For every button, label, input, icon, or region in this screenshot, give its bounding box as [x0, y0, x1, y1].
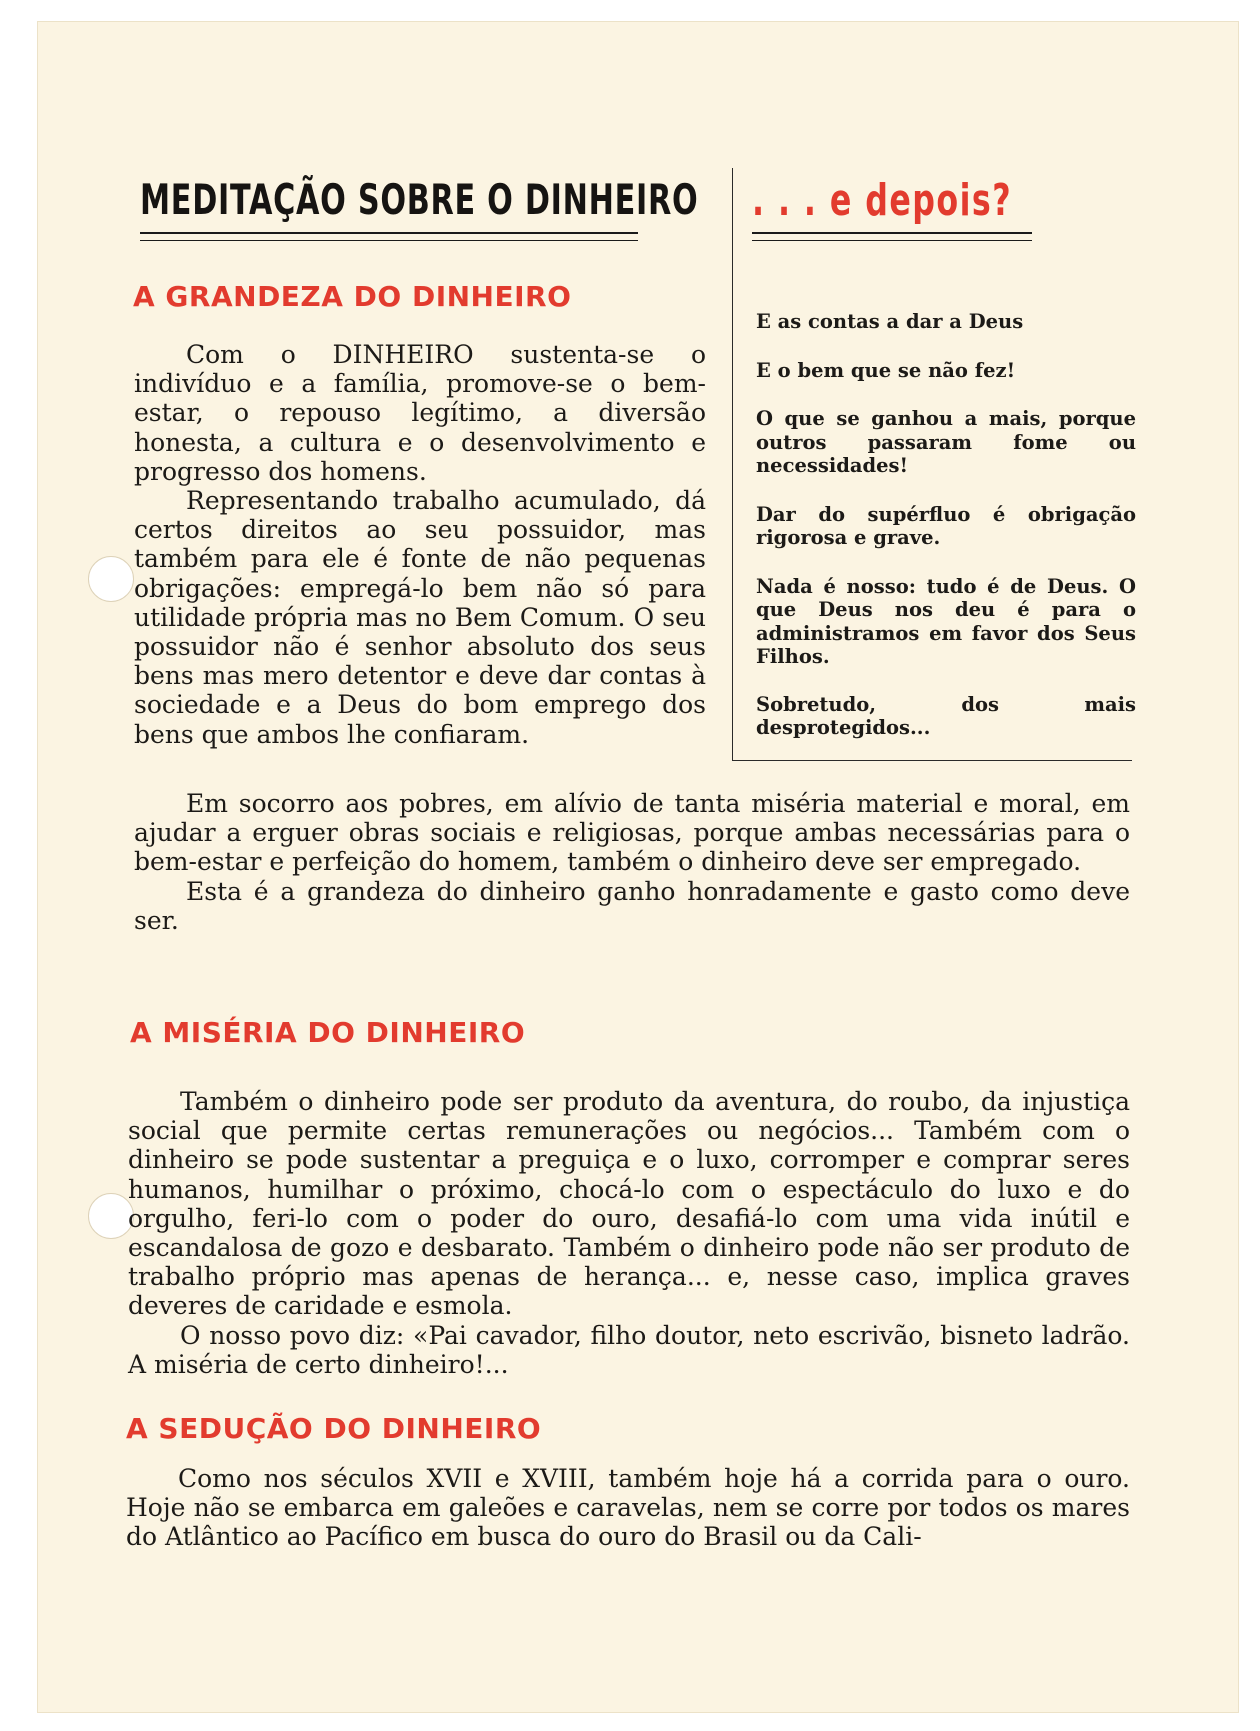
seducao-text: [126, 1464, 1130, 1552]
sidebar-line: Sobretudo, dos mais desprotegidos...: [756, 692, 1136, 739]
miseria-text: [128, 1087, 1130, 1379]
heading-grandeza: A GRANDEZA DO DINHEIRO: [133, 280, 572, 313]
paragraph: Com o DINHEIRO sustenta-se o indivíduo e a família, promove-se o bem-estar, o repouso legítimo, a diversão honesta, a cultura e o desenvolvimento e progresso dos homens.: [134, 340, 706, 486]
punch-hole-top: [88, 556, 134, 602]
sidebar-title: . . . e depois?: [752, 175, 1013, 226]
sidebar-text: [756, 310, 1136, 765]
sidebar-line: Dar do supérfluo é obrigação rigorosa e grave.: [756, 502, 1136, 549]
heading-miseria: A MISÉRIA DO DINHEIRO: [130, 1016, 526, 1049]
paragraph: Em socorro aos pobres, em alívio de tanta miséria material e moral, em ajudar a erguer obras sociais e religiosas, porque ambas necessárias para o bem-estar e perfeição do homem, também o dinheiro deve ser empregado.: [134, 789, 1130, 877]
main-title: MEDITAÇÃO SOBRE O DINHEIRO: [140, 175, 699, 224]
sidebar-line: O que se ganhou a mais, porque outros passaram fome ou necessidades!: [756, 407, 1136, 477]
column-divider: [732, 168, 733, 760]
paragraph: Também o dinheiro pode ser produto da aventura, do roubo, da injustiça social que permite certas remunerações ou negócios... Também com o dinheiro se pode sustentar a preguiça e o luxo, corromper e comprar seres humanos, humilhar o próximo, chocá-lo com o espectáculo do luxo e do orgulho, feri-lo com o poder do ouro, desafiá-lo com uma vida inútil e escandalosa de gozo e desbarato. Também o dinheiro pode não ser produto de trabalho próprio mas apenas de herança... e, nesse caso, implica graves deveres de caridade e esmola.: [128, 1087, 1130, 1321]
paragraph: Esta é a grandeza do dinheiro ganho honradamente e gasto como deve ser.: [134, 876, 1130, 935]
sidebar-title-underline: [752, 232, 1032, 241]
paragraph: O nosso povo diz: «Pai cavador, filho doutor, neto escrivão, bisneto ladrão. A miséria de certo dinheiro!...: [128, 1320, 1130, 1379]
sidebar-line: Nada é nosso: tudo é de Deus. O que Deus nos deu é para o administramos em favor dos Seus Filhos.: [756, 574, 1136, 668]
grandeza-narrow-text: [134, 340, 706, 749]
paragraph: Representando trabalho acumulado, dá certos direitos ao seu possuidor, mas também para ele é fonte de não pequenas obrigações: empregá-lo bem não só para utilidade própria mas no Bem Comum. O seu possuidor não é senhor absoluto dos seus bens mas mero detentor e deve dar contas à sociedade e a Deus do bom emprego dos bens que ambos lhe confiaram.: [134, 486, 706, 749]
paragraph: Como nos séculos XVII e XVIII, também hoje há a corrida para o ouro. Hoje não se embarca em galeões e caravelas, nem se corre por todos os mares do Atlântico ao Pacífico em busca do ouro do Brasil ou da Cali-: [126, 1464, 1130, 1552]
title-underline: [140, 232, 638, 241]
grandeza-wide-text: [134, 789, 1130, 935]
heading-seducao: A SEDUÇÃO DO DINHEIRO: [126, 1412, 542, 1445]
sidebar-line: E as contas a dar a Deus: [756, 310, 1024, 333]
sidebar-line: E o bem que se não fez!: [756, 358, 1016, 382]
